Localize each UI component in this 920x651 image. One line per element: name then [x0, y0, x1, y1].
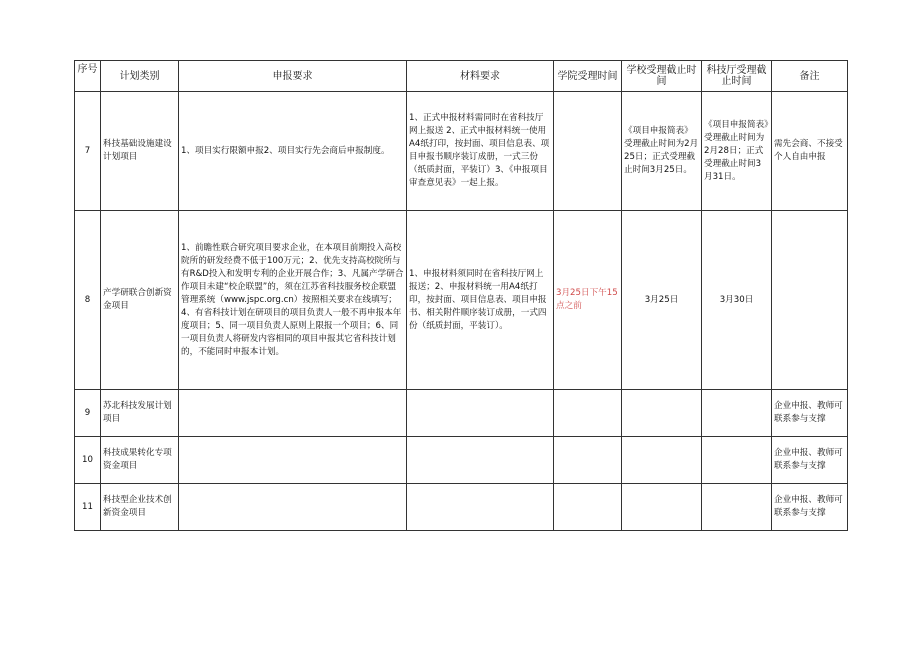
cell-seq: 11 — [75, 484, 101, 531]
cell-college-deadline — [554, 437, 622, 484]
cell-college-deadline — [554, 390, 622, 437]
cell-notes: 企业申报、教师可联系参与支撑 — [772, 437, 848, 484]
cell-requirements — [179, 437, 407, 484]
header-college-deadline: 学院受理时间 — [554, 61, 622, 92]
header-notes: 备注 — [772, 61, 848, 92]
cell-materials — [407, 484, 554, 531]
table-row — [75, 211, 848, 390]
cell-materials — [407, 437, 554, 484]
cell-seq: 9 — [75, 390, 101, 437]
cell-category: 产学研联合创新资金项目 — [101, 211, 179, 390]
cell-dept-deadline: 3月30日 — [702, 211, 772, 390]
cell-notes: 企业申报、教师可联系参与支撑 — [772, 484, 848, 531]
header-dept-deadline: 科技厅受理截止时间 — [702, 61, 772, 92]
cell-materials: 1、正式申报材料需同时在省科技厅网上报送 2、正式申报材料统一使用A4纸打印，按封面、项目信息表、项目申报书顺序装订成册，一式三份（纸质封面，平装订）3、《申报项目审查意见表》一起上报。 — [407, 92, 554, 211]
cell-materials: 1、申报材料须同时在省科技厅网上报送；2、申报材料统一用A4纸打印，按封面、项目信息表、项目申报书、相关附件顺序装订成册，一式四份（纸质封面，平装订）。 — [407, 211, 554, 390]
header-requirements: 申报要求 — [179, 61, 407, 92]
cell-category: 苏北科技发展计划项目 — [101, 390, 179, 437]
cell-notes — [772, 211, 848, 390]
cell-school-deadline: 《项目申报简表》受理截止时间为2月25日；正式受理截止时间3月25日。 — [622, 92, 702, 211]
cell-category: 科技成果转化专项资金项目 — [101, 437, 179, 484]
header-seq: 序号 — [75, 61, 101, 92]
table-row — [75, 484, 848, 531]
header-row — [75, 61, 848, 92]
cell-seq: 7 — [75, 92, 101, 211]
cell-seq: 8 — [75, 211, 101, 390]
cell-category: 科技型企业技术创新资金项目 — [101, 484, 179, 531]
cell-notes: 需先会商、不接受个人自由申报 — [772, 92, 848, 211]
cell-notes: 企业申报、教师可联系参与支撑 — [772, 390, 848, 437]
cell-requirements: 1、前瞻性联合研究项目要求企业，在本项目前期投入高校院所的研发经费不低于100万元；2、优先支持高校院所与有R&D投入和发明专利的企业开展合作；3、凡属产学研合作项目未建“校企联盟”的，须在江苏省科技服务校企联盟管理系统（www.jspc.org.cn）按照相关要求在线填写；4、有省科技计划在研项目的项目负责人一般不再申报本年度项目；5、同一项目负责人原则上限报一个项目；6、同一项目负责人将研发内容相同的项目申报其它省科技计划的，不能同时申报本计划。 — [179, 211, 407, 390]
cell-dept-deadline — [702, 484, 772, 531]
cell-school-deadline — [622, 390, 702, 437]
cell-materials — [407, 390, 554, 437]
plan-table — [74, 60, 848, 531]
table-row — [75, 390, 848, 437]
cell-school-deadline — [622, 437, 702, 484]
cell-school-deadline — [622, 484, 702, 531]
cell-requirements — [179, 390, 407, 437]
table-row — [75, 437, 848, 484]
header-category: 计划类别 — [101, 61, 179, 92]
cell-requirements — [179, 484, 407, 531]
header-school-deadline: 学校受理截止时间 — [622, 61, 702, 92]
cell-dept-deadline — [702, 437, 772, 484]
cell-dept-deadline: 《项目申报简表》受理截止时间为2月28日；正式受理截止时间3月31日。 — [702, 92, 772, 211]
cell-dept-deadline — [702, 390, 772, 437]
table-row — [75, 92, 848, 211]
cell-requirements: 1、项目实行限额申报2、项目实行先会商后申报制度。 — [179, 92, 407, 211]
cell-college-deadline — [554, 92, 622, 211]
cell-seq: 10 — [75, 437, 101, 484]
header-materials: 材料要求 — [407, 61, 554, 92]
cell-category: 科技基础设施建设计划项目 — [101, 92, 179, 211]
cell-college-deadline — [554, 484, 622, 531]
cell-school-deadline: 3月25日 — [622, 211, 702, 390]
cell-college-deadline: 3月25日下午15点之前 — [554, 211, 622, 390]
